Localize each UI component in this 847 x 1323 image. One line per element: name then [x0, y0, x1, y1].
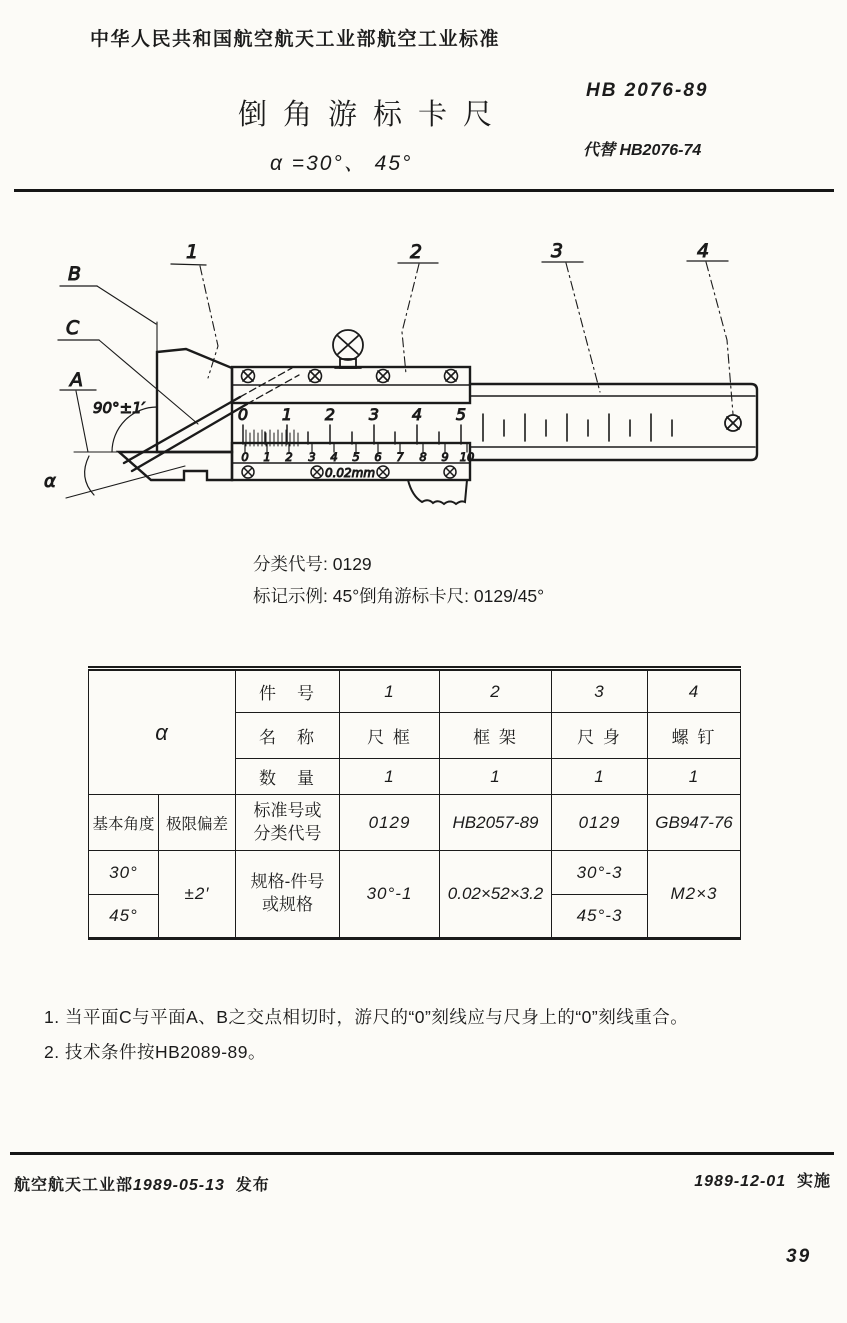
spec-part-2: 0.02×52×3.2	[440, 851, 552, 939]
callout-4: 4	[697, 240, 710, 262]
plane-label-b: B	[68, 263, 82, 285]
plane-label-c: C	[66, 317, 80, 339]
spec-part-3-45: 45°-3	[552, 895, 648, 939]
part-no-1: 1	[340, 669, 440, 713]
callout-1: 1	[186, 241, 199, 263]
callout-2: 2	[410, 241, 423, 263]
page-title: 倒角游标卡尺	[238, 99, 509, 131]
svg-text:10: 10	[459, 450, 475, 464]
note-2: 2. 技术条件按HB2089-89。	[44, 1042, 266, 1062]
thumb-grip	[408, 480, 467, 504]
classification-block	[253, 548, 544, 613]
main-scale	[238, 405, 466, 424]
plane-label-a: A	[70, 369, 83, 391]
svg-text:3: 3	[368, 405, 380, 424]
svg-text:3: 3	[308, 450, 316, 464]
issue-date: 1989-05-13	[133, 1177, 225, 1194]
page-number: 39	[786, 1246, 812, 1267]
part-name-4: 螺 钉	[648, 713, 741, 759]
spec-part-3-30: 30°-3	[552, 851, 648, 895]
beam-ticks	[483, 414, 672, 441]
svg-text:4: 4	[330, 450, 338, 464]
notes-block	[44, 1000, 688, 1070]
spec-label: 规格-件号 或规格	[236, 851, 340, 939]
header-rule	[14, 189, 834, 192]
caliper-technical-drawing	[0, 228, 847, 528]
qty-2: 1	[440, 759, 552, 795]
alpha-spec: α =30°、 45°	[270, 152, 413, 175]
qty-4: 1	[648, 759, 741, 795]
part-no-2: 2	[440, 669, 552, 713]
alpha-header-cell: α	[89, 669, 236, 795]
qty-label: 数 量	[236, 759, 340, 795]
footer-implement: 1989-12-01 实施	[694, 1173, 831, 1190]
part-no-label: 件 号	[236, 669, 340, 713]
footer-issue: 航空航天工业部1989-05-13 发布	[14, 1177, 270, 1194]
part-no-3: 3	[552, 669, 648, 713]
std-code-1: 0129	[340, 795, 440, 851]
part-no-4: 4	[648, 669, 741, 713]
spec-part-4: M2×3	[648, 851, 741, 939]
note-1: 1. 当平面C与平面A、B之交点相切时，游尺的“0”刻线应与尺身上的“0”刻线重合。	[44, 1007, 689, 1027]
name-label: 名 称	[236, 713, 340, 759]
standard-number: HB 2076-89	[586, 80, 709, 101]
svg-text:1: 1	[281, 405, 293, 424]
vernier-scale	[241, 450, 474, 464]
limit-deviation-cell: ±2′	[159, 851, 236, 939]
std-code-4: GB947-76	[648, 795, 741, 851]
svg-text:5: 5	[352, 450, 360, 464]
basic-angle-label: 基本角度	[89, 795, 159, 851]
svg-text:0: 0	[241, 450, 249, 464]
part-name-1: 尺 框	[340, 713, 440, 759]
svg-text:9: 9	[441, 450, 449, 464]
marking-example: 标记示例: 45°倒角游标卡尺: 0129/45°	[253, 586, 545, 607]
parts-table	[88, 666, 741, 940]
svg-text:7: 7	[396, 450, 404, 464]
svg-text:6: 6	[374, 450, 382, 464]
svg-text:8: 8	[419, 450, 427, 464]
part-name-3: 尺 身	[552, 713, 648, 759]
lock-knob	[333, 330, 363, 368]
callout-3: 3	[551, 240, 564, 262]
standard-org-line: 中华人民共和国航空航天工业部航空工业标准	[90, 29, 501, 50]
svg-text:2: 2	[324, 405, 336, 424]
spec-part-1: 30°-1	[340, 851, 440, 939]
svg-text:1: 1	[263, 450, 271, 464]
svg-text:4: 4	[411, 405, 423, 424]
replaces-note: 代替 HB2076-74	[583, 142, 702, 159]
part-name-2: 框 架	[440, 713, 552, 759]
graduation-label: 0.02mm	[324, 466, 376, 480]
footer-rule	[10, 1152, 834, 1155]
angle-alpha-label: α	[44, 471, 56, 492]
angle-90-label: 90°±1′	[93, 399, 146, 417]
std-code-3: 0129	[552, 795, 648, 851]
main-scale-ticks	[243, 425, 461, 444]
svg-text:2: 2	[285, 450, 293, 464]
svg-text:5: 5	[455, 405, 467, 424]
qty-1: 1	[340, 759, 440, 795]
angle-45-cell: 45°	[89, 895, 159, 939]
end-screw	[725, 415, 741, 431]
limit-dev-label: 极限偏差	[159, 795, 236, 851]
angle-30-cell: 30°	[89, 851, 159, 895]
svg-text:0: 0	[237, 405, 249, 424]
classification-code: 分类代号: 0129	[253, 554, 372, 574]
implement-date: 1989-12-01	[694, 1173, 787, 1190]
std-code-label: 标准号或 分类代号	[236, 795, 340, 851]
qty-3: 1	[552, 759, 648, 795]
std-code-2: HB2057-89	[440, 795, 552, 851]
frame-screws	[242, 370, 458, 383]
